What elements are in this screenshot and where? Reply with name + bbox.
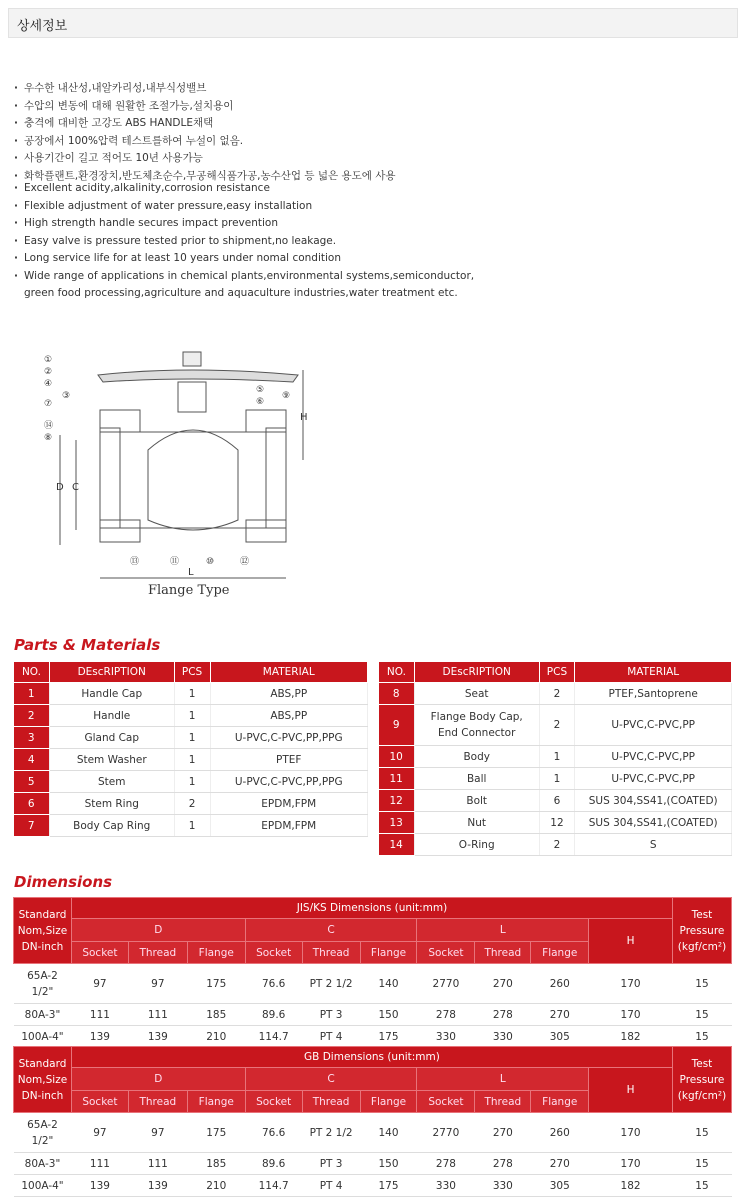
dimension-value: PT 3 xyxy=(302,1004,360,1026)
dimensions-table xyxy=(13,1046,732,1197)
part-description: Ball xyxy=(414,768,539,790)
part-material: PTEF xyxy=(210,749,368,771)
part-description: Bolt xyxy=(414,790,539,812)
callout-label: ⑪ xyxy=(170,557,180,567)
dimension-value: 140 xyxy=(360,1113,417,1153)
part-pcs: 6 xyxy=(539,790,575,812)
dimension-value: 170 xyxy=(589,964,673,1004)
nominal-size: 100A-4" xyxy=(14,1026,72,1048)
dimension-value: 210 xyxy=(187,1175,245,1197)
part-pcs: 1 xyxy=(174,705,210,727)
feature-en-item: · Excellent acidity,alkalinity,corrosion resistance xyxy=(14,180,474,198)
dimension-subcol-header: Socket xyxy=(71,1091,128,1113)
dimension-subcol-header: Flange xyxy=(360,1091,417,1113)
dimension-value: 270 xyxy=(475,964,531,1004)
dimension-group-header: L xyxy=(417,1068,589,1091)
dimension-subcol-header: Thread xyxy=(302,1091,360,1113)
callout-label: ⑭ xyxy=(44,421,54,431)
parts-header-cell: MATERIAL xyxy=(575,662,732,683)
dimension-subcol-header: Flange xyxy=(360,942,417,964)
dimension-value: 114.7 xyxy=(245,1175,302,1197)
dimension-row xyxy=(14,1026,732,1048)
dimension-value: PT 3 xyxy=(302,1153,360,1175)
dimension-table-title: GB Dimensions (unit:mm) xyxy=(71,1047,672,1068)
parts-row xyxy=(14,727,368,749)
part-pcs: 1 xyxy=(174,771,210,793)
h-header: H xyxy=(589,919,673,964)
part-number: 3 xyxy=(14,727,50,749)
part-number: 13 xyxy=(379,812,415,834)
parts-table-right xyxy=(378,661,732,856)
dimension-value: 139 xyxy=(71,1175,128,1197)
part-material: SUS 304,SS41,(COATED) xyxy=(575,790,732,812)
part-pcs: 1 xyxy=(539,768,575,790)
part-description: Nut xyxy=(414,812,539,834)
nominal-size: 80A-3" xyxy=(14,1153,72,1175)
dimension-subcol-header: Thread xyxy=(475,1091,531,1113)
parts-row xyxy=(379,746,732,768)
part-description: Handle Cap xyxy=(49,683,174,705)
dimension-subcol-header: Thread xyxy=(128,1091,187,1113)
dimension-value: 2770 xyxy=(417,1113,475,1153)
feature-en-item: · Wide range of applications in chemical plants,environmental systems,semiconductor, xyxy=(14,268,474,286)
callout-label: ⑤ xyxy=(256,385,265,395)
callout-label: ⑫ xyxy=(240,557,250,567)
dimension-value: 170 xyxy=(589,1113,673,1153)
part-pcs: 1 xyxy=(174,683,210,705)
dimension-value: 15 xyxy=(672,1175,731,1197)
parts-header-cell: PCS xyxy=(539,662,575,683)
part-pcs: 2 xyxy=(174,793,210,815)
parts-header-cell: DEscRIPTION xyxy=(414,662,539,683)
part-pcs: 2 xyxy=(539,705,575,746)
dimension-group-header: C xyxy=(245,919,417,942)
dim-h-label: H xyxy=(300,412,308,423)
standard-header: Standard Nom,Size DN-inch xyxy=(14,898,72,964)
part-description: Stem xyxy=(49,771,174,793)
dimension-value: PT 2 1/2 xyxy=(302,1113,360,1153)
dimension-value: 330 xyxy=(417,1026,475,1048)
dim-l-label: L xyxy=(188,567,194,578)
dimension-value: 305 xyxy=(531,1026,589,1048)
part-material: U-PVC,C-PVC,PP,PPG xyxy=(210,727,368,749)
part-material: ABS,PP xyxy=(210,683,368,705)
dimension-value: PT 4 xyxy=(302,1175,360,1197)
part-description: Stem Ring xyxy=(49,793,174,815)
dimension-value: 15 xyxy=(672,1113,731,1153)
dimension-value: 185 xyxy=(187,1004,245,1026)
feature-en-item: · Flexible adjustment of water pressure,easy installation xyxy=(14,198,474,216)
dimension-row xyxy=(14,1153,732,1175)
valve-drawing xyxy=(38,350,378,600)
dimension-value: 140 xyxy=(360,964,417,1004)
dimension-value: 270 xyxy=(531,1153,589,1175)
dimension-value: 97 xyxy=(128,964,187,1004)
parts-row xyxy=(379,683,732,705)
feature-ko-item: · 화학플랜트,환경장치,반도체초순수,무공해식품가공,농수산업 등 넓은 용도에 사용 xyxy=(14,168,396,186)
features-korean-list xyxy=(14,80,396,185)
part-description: Body Cap Ring xyxy=(49,815,174,837)
dimension-value: 330 xyxy=(417,1175,475,1197)
dimension-value: 89.6 xyxy=(245,1004,302,1026)
dimension-value: 270 xyxy=(475,1113,531,1153)
part-material: U-PVC,C-PVC,PP xyxy=(575,768,732,790)
feature-en-continuation: green food processing,agriculture and aquaculture industries,water treatment etc. xyxy=(24,287,458,299)
parts-row xyxy=(14,793,368,815)
part-number: 12 xyxy=(379,790,415,812)
parts-row xyxy=(14,683,368,705)
part-number: 8 xyxy=(379,683,415,705)
part-description: Gland Cap xyxy=(49,727,174,749)
dimension-value: 182 xyxy=(589,1175,673,1197)
dimension-subcol-header: Socket xyxy=(245,942,302,964)
dimension-value: 76.6 xyxy=(245,964,302,1004)
parts-header-cell: PCS xyxy=(174,662,210,683)
feature-ko-item: · 사용기간이 길고 적어도 10년 사용가능 xyxy=(14,150,396,168)
dimension-subcol-header: Socket xyxy=(71,942,128,964)
dimension-value: 260 xyxy=(531,1113,589,1153)
dimension-value: 111 xyxy=(71,1004,128,1026)
nominal-size: 65A-2 1/2" xyxy=(14,964,72,1004)
part-material: U-PVC,C-PVC,PP,PPG xyxy=(210,771,368,793)
dimensions-table xyxy=(13,897,732,1048)
dimension-subcol-header: Socket xyxy=(245,1091,302,1113)
part-number: 5 xyxy=(14,771,50,793)
dimension-value: 89.6 xyxy=(245,1153,302,1175)
dimension-value: 185 xyxy=(187,1153,245,1175)
dimension-value: 260 xyxy=(531,964,589,1004)
part-material: U-PVC,C-PVC,PP xyxy=(575,746,732,768)
parts-row xyxy=(14,749,368,771)
part-description: Flange Body Cap, End Connector xyxy=(414,705,539,746)
part-material: S xyxy=(575,834,732,856)
standard-header: Standard Nom,Size DN-inch xyxy=(14,1047,72,1113)
part-material: ABS,PP xyxy=(210,705,368,727)
dimension-value: 278 xyxy=(475,1004,531,1026)
parts-header-cell: NO. xyxy=(14,662,50,683)
test-pressure-header: Test Pressure (kgf/cm²) xyxy=(672,1047,731,1113)
dimension-table-title: JIS/KS Dimensions (unit:mm) xyxy=(71,898,672,919)
part-pcs: 1 xyxy=(174,815,210,837)
feature-ko-item: · 우수한 내산성,내알카리성,내부식성밸브 xyxy=(14,80,396,98)
dimension-subcol-header: Flange xyxy=(187,942,245,964)
part-pcs: 1 xyxy=(539,746,575,768)
callout-label: ⑦ xyxy=(44,399,53,409)
part-pcs: 1 xyxy=(174,727,210,749)
part-description: Seat xyxy=(414,683,539,705)
dimension-value: 278 xyxy=(475,1153,531,1175)
dimension-value: 111 xyxy=(128,1004,187,1026)
dimension-value: 114.7 xyxy=(245,1026,302,1048)
feature-ko-item: · 충격에 대비한 고강도 ABS HANDLE채택 xyxy=(14,115,396,133)
part-description: Body xyxy=(414,746,539,768)
dimension-value: 330 xyxy=(475,1175,531,1197)
parts-header-cell: DEscRIPTION xyxy=(49,662,174,683)
dimension-value: 15 xyxy=(672,1004,731,1026)
part-pcs: 12 xyxy=(539,812,575,834)
dimension-value: 97 xyxy=(128,1113,187,1153)
parts-row xyxy=(14,705,368,727)
dimension-value: 170 xyxy=(589,1004,673,1026)
dimension-value: 111 xyxy=(71,1153,128,1175)
dimension-value: 15 xyxy=(672,1153,731,1175)
dimension-value: 2770 xyxy=(417,964,475,1004)
callout-label: ⑨ xyxy=(282,391,291,401)
dimension-value: 175 xyxy=(360,1175,417,1197)
dimension-row xyxy=(14,1175,732,1197)
dimension-value: 139 xyxy=(128,1175,187,1197)
dimension-row xyxy=(14,964,732,1004)
part-number: 6 xyxy=(14,793,50,815)
part-number: 10 xyxy=(379,746,415,768)
parts-row xyxy=(379,705,732,746)
part-number: 2 xyxy=(14,705,50,727)
callout-label: ⑥ xyxy=(256,397,265,407)
parts-row xyxy=(379,790,732,812)
dimension-value: 175 xyxy=(187,1113,245,1153)
dimensions-title: Dimensions xyxy=(14,873,113,891)
part-pcs: 1 xyxy=(174,749,210,771)
dimension-value: 175 xyxy=(187,964,245,1004)
features-english-list xyxy=(14,180,474,303)
part-description: Handle xyxy=(49,705,174,727)
part-number: 4 xyxy=(14,749,50,771)
dimension-subcol-header: Socket xyxy=(417,1091,475,1113)
part-number: 7 xyxy=(14,815,50,837)
dimension-value: 170 xyxy=(589,1153,673,1175)
dimension-value: 210 xyxy=(187,1026,245,1048)
dimension-value: 76.6 xyxy=(245,1113,302,1153)
part-material: SUS 304,SS41,(COATED) xyxy=(575,812,732,834)
dimension-subcol-header: Thread xyxy=(128,942,187,964)
dimension-group-header: L xyxy=(417,919,589,942)
detail-header xyxy=(8,8,738,38)
callout-label: ⑬ xyxy=(130,557,140,567)
dim-c-label: C xyxy=(72,482,79,493)
dimension-value: 139 xyxy=(71,1026,128,1048)
dimension-subcol-header: Flange xyxy=(531,942,589,964)
part-number: 9 xyxy=(379,705,415,746)
dimension-subcol-header: Flange xyxy=(187,1091,245,1113)
callout-label: ① xyxy=(44,355,53,365)
dimension-group-header: D xyxy=(71,919,245,942)
callout-label: ④ xyxy=(44,379,53,389)
dimension-value: 150 xyxy=(360,1004,417,1026)
dimension-value: PT 2 1/2 xyxy=(302,964,360,1004)
parts-title: Parts & Materials xyxy=(14,636,161,654)
detail-title: 상세정보 xyxy=(17,19,68,34)
drawing-caption: Flange Type xyxy=(148,583,230,598)
part-description: Stem Washer xyxy=(49,749,174,771)
dimension-value: 330 xyxy=(475,1026,531,1048)
test-pressure-header: Test Pressure (kgf/cm²) xyxy=(672,898,731,964)
part-pcs: 2 xyxy=(539,834,575,856)
callout-label: ③ xyxy=(62,391,71,401)
parts-row xyxy=(379,812,732,834)
part-number: 1 xyxy=(14,683,50,705)
dimension-row xyxy=(14,1113,732,1153)
part-material: EPDM,FPM xyxy=(210,815,368,837)
dimension-value: 97 xyxy=(71,964,128,1004)
dim-d-label: D xyxy=(56,482,64,493)
dimension-subcol-header: Thread xyxy=(475,942,531,964)
dimension-value: 15 xyxy=(672,1026,731,1048)
feature-en-item: · Long service life for at least 10 years under nomal condition xyxy=(14,250,474,268)
dimension-subcol-header: Socket xyxy=(417,942,475,964)
nominal-size: 65A-2 1/2" xyxy=(14,1113,72,1153)
nominal-size: 80A-3" xyxy=(14,1004,72,1026)
parts-row xyxy=(14,771,368,793)
dimension-value: 305 xyxy=(531,1175,589,1197)
dimension-subcol-header: Flange xyxy=(531,1091,589,1113)
part-number: 14 xyxy=(379,834,415,856)
part-description: O-Ring xyxy=(414,834,539,856)
dimension-value: 97 xyxy=(71,1113,128,1153)
part-number: 11 xyxy=(379,768,415,790)
part-material: U-PVC,C-PVC,PP xyxy=(575,705,732,746)
part-material: EPDM,FPM xyxy=(210,793,368,815)
dimension-group-header: D xyxy=(71,1068,245,1091)
dimension-value: 278 xyxy=(417,1004,475,1026)
dimension-value: 182 xyxy=(589,1026,673,1048)
feature-en-item: · Easy valve is pressure tested prior to shipment,no leakage. xyxy=(14,233,474,251)
dimension-row xyxy=(14,1004,732,1026)
dimension-value: 150 xyxy=(360,1153,417,1175)
part-material: PTEF,Santoprene xyxy=(575,683,732,705)
parts-row xyxy=(14,815,368,837)
dimension-value: PT 4 xyxy=(302,1026,360,1048)
parts-header-cell: NO. xyxy=(379,662,415,683)
parts-table-left xyxy=(13,661,368,837)
callout-label: ② xyxy=(44,367,53,377)
dimension-value: 15 xyxy=(672,964,731,1004)
parts-header-cell: MATERIAL xyxy=(210,662,368,683)
dimension-value: 139 xyxy=(128,1026,187,1048)
callout-label: ⑩ xyxy=(206,557,215,567)
dimension-value: 111 xyxy=(128,1153,187,1175)
dimension-value: 270 xyxy=(531,1004,589,1026)
dimension-subcol-header: Thread xyxy=(302,942,360,964)
part-pcs: 2 xyxy=(539,683,575,705)
nominal-size: 100A-4" xyxy=(14,1175,72,1197)
feature-ko-item: · 수압의 변동에 대해 원활한 조절가능,설치용이 xyxy=(14,98,396,116)
dimension-value: 278 xyxy=(417,1153,475,1175)
dimension-value: 175 xyxy=(360,1026,417,1048)
parts-row xyxy=(379,834,732,856)
feature-en-item: · High strength handle secures impact prevention xyxy=(14,215,474,233)
parts-row xyxy=(379,768,732,790)
callout-label: ⑧ xyxy=(44,433,53,443)
feature-ko-item: · 공장에서 100%압력 테스트를하여 누설이 없음. xyxy=(14,133,396,151)
dimension-group-header: C xyxy=(245,1068,417,1091)
h-header: H xyxy=(589,1068,673,1113)
